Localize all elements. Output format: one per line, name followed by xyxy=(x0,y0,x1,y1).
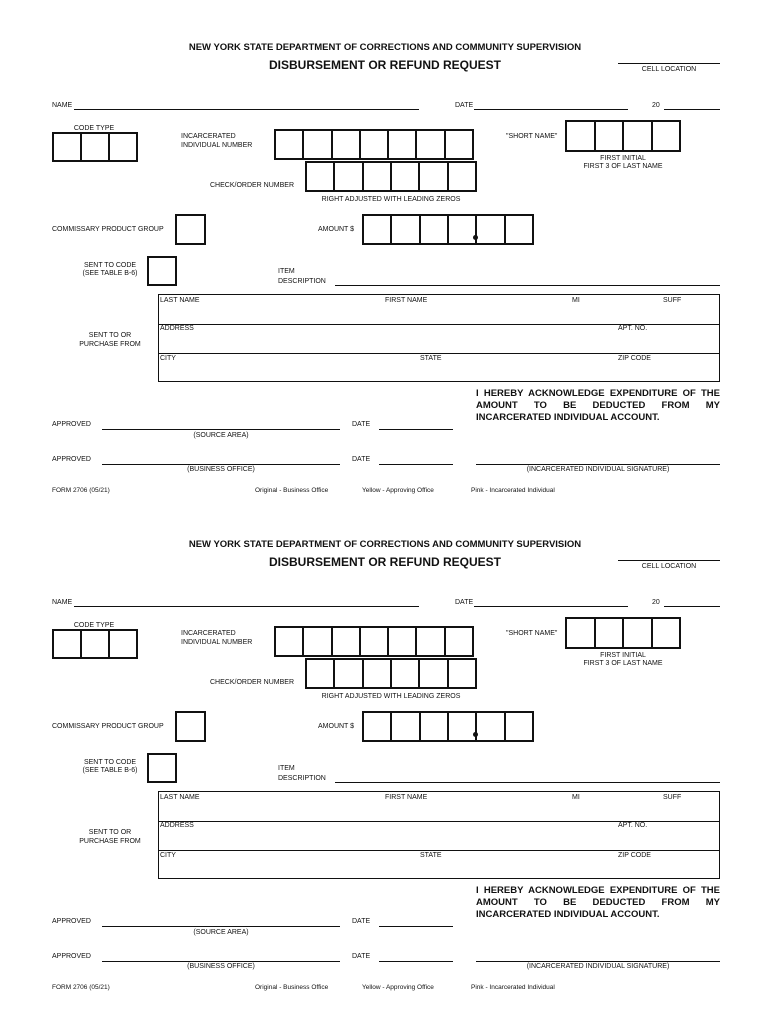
source-area-label: (SOURCE AREA) xyxy=(193,432,249,439)
address-block[interactable] xyxy=(158,791,720,879)
copy-yellow: Yellow - Approving Office xyxy=(362,487,434,494)
sent-to-code-label: SENT TO CODE xyxy=(83,759,137,766)
decimal-point xyxy=(473,235,478,240)
year-prefix: 20 xyxy=(652,599,660,606)
sent-to-code-box[interactable] xyxy=(147,256,177,286)
amount-boxes[interactable] xyxy=(362,214,534,245)
city-label: CITY xyxy=(160,355,176,362)
copy-original: Original - Business Office xyxy=(255,487,329,494)
last-name-label: LAST NAME xyxy=(160,794,200,801)
suff-label: SUFF xyxy=(663,794,682,801)
date-line-3[interactable] xyxy=(379,961,453,962)
apt-no-label: APT. NO. xyxy=(618,325,648,332)
refund-request-form-2 xyxy=(0,497,770,994)
zip-label: ZIP CODE xyxy=(618,355,651,362)
code-type-label: CODE TYPE xyxy=(73,622,115,629)
signature-label: (INCARCERATED INDIVIDUAL SIGNATURE) xyxy=(526,466,670,473)
check-order-boxes[interactable] xyxy=(305,161,477,192)
first3-label: FIRST 3 OF LAST NAME xyxy=(583,163,663,170)
form-number: FORM 2706 (05/21) xyxy=(52,487,110,494)
form-title: DISBURSEMENT OR REFUND REQUEST xyxy=(268,58,501,72)
address-label: ADDRESS xyxy=(160,822,194,829)
address-block[interactable] xyxy=(158,294,720,382)
sent-to-label: SENT TO OR xyxy=(88,332,132,339)
mi-label: MI xyxy=(572,794,580,801)
description-label: DESCRIPTION xyxy=(278,775,326,782)
individual-number-label: INDIVIDUAL NUMBER xyxy=(181,142,253,149)
approved-label-2: APPROVED xyxy=(52,953,91,960)
approved-line-2[interactable] xyxy=(102,961,340,962)
commissary-label: COMMISSARY PRODUCT GROUP xyxy=(52,723,164,730)
year-prefix: 20 xyxy=(652,102,660,109)
individual-number-label: INDIVIDUAL NUMBER xyxy=(181,639,253,646)
amount-boxes[interactable] xyxy=(362,711,534,742)
incarcerated-number-boxes[interactable] xyxy=(274,626,474,657)
short-name-boxes[interactable] xyxy=(565,120,681,152)
year-line[interactable] xyxy=(664,606,720,607)
state-label: STATE xyxy=(420,852,442,859)
date-label-3: DATE xyxy=(352,953,371,960)
year-line[interactable] xyxy=(664,109,720,110)
date-label-2: DATE xyxy=(352,421,371,428)
signature-label: (INCARCERATED INDIVIDUAL SIGNATURE) xyxy=(526,963,670,970)
business-office-label: (BUSINESS OFFICE) xyxy=(187,466,255,473)
name-label: NAME xyxy=(52,102,73,109)
incarcerated-label: INCARCERATED xyxy=(181,630,236,637)
department-header: NEW YORK STATE DEPARTMENT OF CORRECTIONS AND COMMUNITY SUPERVISION xyxy=(188,539,582,550)
incarcerated-number-boxes[interactable] xyxy=(274,129,474,160)
date-line-2[interactable] xyxy=(379,926,453,927)
amount-label: AMOUNT $ xyxy=(318,226,355,233)
check-order-label: CHECK/ORDER NUMBER xyxy=(210,182,295,189)
last-name-label: LAST NAME xyxy=(160,297,200,304)
cell-location-line[interactable] xyxy=(618,560,720,561)
name-label: NAME xyxy=(52,599,73,606)
first-name-label: FIRST NAME xyxy=(385,794,428,801)
first3-label: FIRST 3 OF LAST NAME xyxy=(583,660,663,667)
commissary-box[interactable] xyxy=(175,711,206,742)
right-adjusted-note: RIGHT ADJUSTED WITH LEADING ZEROS xyxy=(321,196,461,203)
description-label: DESCRIPTION xyxy=(278,278,326,285)
cell-location-label: CELL LOCATION xyxy=(641,66,697,73)
commissary-box[interactable] xyxy=(175,214,206,245)
city-label: CITY xyxy=(160,852,176,859)
zip-label: ZIP CODE xyxy=(618,852,651,859)
sent-to-code-label: SENT TO CODE xyxy=(83,262,137,269)
copy-original: Original - Business Office xyxy=(255,984,329,991)
cell-location-line[interactable] xyxy=(618,63,720,64)
source-area-label: (SOURCE AREA) xyxy=(193,929,249,936)
code-type-boxes[interactable] xyxy=(52,629,138,659)
approved-line-2[interactable] xyxy=(102,464,340,465)
description-line[interactable] xyxy=(335,782,720,783)
approved-line-1[interactable] xyxy=(102,429,340,430)
see-table-label: (SEE TABLE B-6) xyxy=(82,270,138,277)
description-line[interactable] xyxy=(335,285,720,286)
date-line-3[interactable] xyxy=(379,464,453,465)
approved-label-1: APPROVED xyxy=(52,421,91,428)
refund-request-form-1 xyxy=(0,0,770,497)
check-order-boxes[interactable] xyxy=(305,658,477,689)
sent-to-label: SENT TO OR xyxy=(88,829,132,836)
commissary-label: COMMISSARY PRODUCT GROUP xyxy=(52,226,164,233)
acknowledgement-text: I HEREBY ACKNOWLEDGE EXPENDITURE OF THE AMOUNT TO BE DEDUCTED FROM MY INCARCERATED INDIVIDUAL ACCOUNT. xyxy=(476,885,720,920)
date-label-2: DATE xyxy=(352,918,371,925)
copy-pink: Pink - Incarcerated Individual xyxy=(471,487,555,494)
suff-label: SUFF xyxy=(663,297,682,304)
signature-line[interactable] xyxy=(476,961,720,962)
date-line-2[interactable] xyxy=(379,429,453,430)
incarcerated-label: INCARCERATED xyxy=(181,133,236,140)
item-label: ITEM xyxy=(278,268,295,275)
copy-pink: Pink - Incarcerated Individual xyxy=(471,984,555,991)
approved-label-2: APPROVED xyxy=(52,456,91,463)
copy-yellow: Yellow - Approving Office xyxy=(362,984,434,991)
first-initial-label: FIRST INITIAL xyxy=(600,652,646,659)
apt-no-label: APT. NO. xyxy=(618,822,648,829)
business-office-label: (BUSINESS OFFICE) xyxy=(187,963,255,970)
see-table-label: (SEE TABLE B-6) xyxy=(82,767,138,774)
approved-label-1: APPROVED xyxy=(52,918,91,925)
sent-to-code-box[interactable] xyxy=(147,753,177,783)
approved-line-1[interactable] xyxy=(102,926,340,927)
date-label: DATE xyxy=(455,102,474,109)
check-order-label: CHECK/ORDER NUMBER xyxy=(210,679,295,686)
date-label-3: DATE xyxy=(352,456,371,463)
short-name-label: "SHORT NAME" xyxy=(506,133,558,140)
signature-line[interactable] xyxy=(476,464,720,465)
right-adjusted-note: RIGHT ADJUSTED WITH LEADING ZEROS xyxy=(321,693,461,700)
code-type-boxes[interactable] xyxy=(52,132,138,162)
form-title: DISBURSEMENT OR REFUND REQUEST xyxy=(268,555,501,569)
cell-location-label: CELL LOCATION xyxy=(641,563,697,570)
first-initial-label: FIRST INITIAL xyxy=(600,155,646,162)
date-line[interactable] xyxy=(474,606,628,607)
state-label: STATE xyxy=(420,355,442,362)
department-header: NEW YORK STATE DEPARTMENT OF CORRECTIONS AND COMMUNITY SUPERVISION xyxy=(188,42,582,53)
code-type-label: CODE TYPE xyxy=(73,125,115,132)
form-number: FORM 2706 (05/21) xyxy=(52,984,110,991)
name-line[interactable] xyxy=(74,606,419,607)
mi-label: MI xyxy=(572,297,580,304)
date-line[interactable] xyxy=(474,109,628,110)
first-name-label: FIRST NAME xyxy=(385,297,428,304)
amount-label: AMOUNT $ xyxy=(318,723,355,730)
date-label: DATE xyxy=(455,599,474,606)
acknowledgement-text: I HEREBY ACKNOWLEDGE EXPENDITURE OF THE AMOUNT TO BE DEDUCTED FROM MY INCARCERATED INDIVIDUAL ACCOUNT. xyxy=(476,388,720,423)
short-name-boxes[interactable] xyxy=(565,617,681,649)
decimal-point xyxy=(473,732,478,737)
address-label: ADDRESS xyxy=(160,325,194,332)
purchase-from-label: PURCHASE FROM xyxy=(79,838,141,845)
purchase-from-label: PURCHASE FROM xyxy=(79,341,141,348)
item-label: ITEM xyxy=(278,765,295,772)
name-line[interactable] xyxy=(74,109,419,110)
short-name-label: "SHORT NAME" xyxy=(506,630,558,637)
